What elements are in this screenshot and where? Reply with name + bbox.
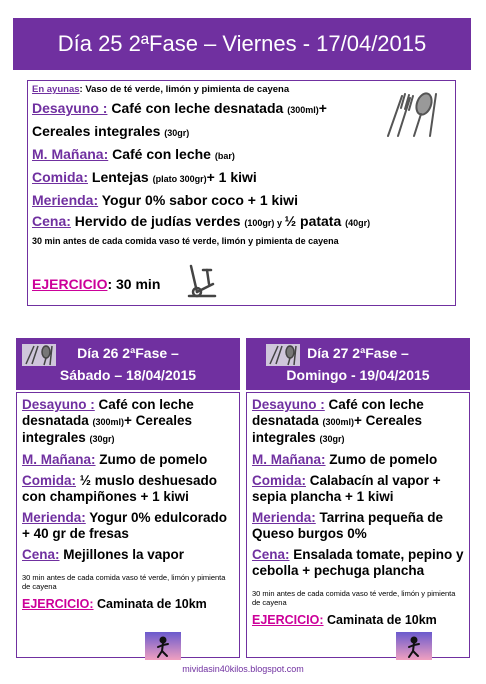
merienda-text: Yogur 0% sabor coco + 1 kiwi bbox=[98, 192, 298, 208]
cutlery-icon bbox=[22, 344, 56, 366]
runner-icon bbox=[396, 632, 432, 660]
day26-merienda-label: Merienda: bbox=[22, 510, 86, 525]
desayuno-plus: + bbox=[318, 100, 327, 116]
te-verde-note: 30 min antes de cada comida vaso té verde, limón y pimienta de cayena bbox=[32, 236, 339, 246]
cena-line bbox=[32, 211, 451, 234]
day26-cena-label: Cena: bbox=[22, 547, 60, 562]
day26-note: 30 min antes de cada comida vaso té verde, limón y pimienta de cayena bbox=[22, 573, 226, 591]
media-manana-qty: (bar) bbox=[214, 151, 235, 161]
ejercicio-label: EJERCICIO bbox=[32, 276, 108, 292]
exercise-bike-icon bbox=[185, 262, 219, 300]
day27-media-manana-label: M. Mañana: bbox=[252, 452, 326, 467]
day26-box bbox=[16, 392, 240, 658]
day26-comida-text: ½ muslo deshuesado con champiñones + 1 kiwi bbox=[22, 473, 218, 504]
day27-header bbox=[246, 338, 470, 390]
day26-desayuno-text: Café con leche desnatada bbox=[22, 397, 194, 428]
day27-desayuno-text2: + Cereales integrales bbox=[252, 413, 422, 445]
page-title: Día 25 2ªFase – Viernes - 17/04/2015 bbox=[57, 31, 427, 56]
cena-label: Cena: bbox=[32, 213, 71, 229]
day27-cena bbox=[252, 547, 464, 579]
cereales-qty: (30gr) bbox=[164, 128, 190, 138]
day26-cena bbox=[22, 547, 234, 563]
day27-comida bbox=[252, 473, 464, 505]
day27-media-manana-text: Zumo de pomelo bbox=[325, 452, 438, 467]
day27-date: Domingo - 19/04/2015 bbox=[286, 367, 430, 383]
day26-merienda bbox=[22, 510, 234, 542]
day26-comida bbox=[22, 473, 234, 505]
day27-ejercicio bbox=[252, 613, 464, 627]
desayuno-label: Desayuno : bbox=[32, 100, 108, 116]
cena-text: Hervido de judías verdes bbox=[70, 213, 245, 229]
ayunas-text: : Vaso de té verde, limón y pimienta de cayena bbox=[79, 84, 290, 95]
day27-comida-label: Comida: bbox=[252, 473, 306, 488]
day26-ejercicio bbox=[22, 597, 234, 611]
day27-merienda bbox=[252, 510, 464, 542]
day26-cena-text: Mejillones la vapor bbox=[59, 547, 185, 562]
day27-ejercicio-label: EJERCICIO: bbox=[252, 613, 324, 627]
day27-title: Día 27 2ªFase – bbox=[307, 345, 409, 361]
day26-header bbox=[16, 338, 240, 390]
day27-merienda-label: Merienda: bbox=[252, 510, 316, 525]
day26-comida-label: Comida: bbox=[22, 473, 76, 488]
day26-desayuno-qty2: (30gr) bbox=[89, 434, 115, 444]
day27-desayuno-qty: (300ml) bbox=[322, 417, 355, 427]
day26-media-manana bbox=[22, 452, 234, 468]
day26-desayuno bbox=[22, 397, 234, 447]
ejercicio-line bbox=[32, 276, 451, 292]
day27-desayuno-label: Desayuno : bbox=[252, 397, 325, 412]
day26-media-manana-text: Zumo de pomelo bbox=[95, 452, 208, 467]
day27-desayuno-qty2: (30gr) bbox=[319, 434, 345, 444]
day27-desayuno bbox=[252, 397, 464, 447]
runner-icon bbox=[145, 632, 181, 660]
cereales-text: Cereales integrales bbox=[32, 123, 165, 139]
day26-desayuno-text2: + Cereales integrales bbox=[22, 413, 192, 445]
cena-qty2: (40gr) bbox=[345, 218, 371, 228]
day26-ejercicio-label: EJERCICIO: bbox=[22, 597, 94, 611]
day27-desayuno-text: Café con leche desnatada bbox=[252, 397, 424, 428]
media-manana-line bbox=[32, 144, 451, 167]
cutlery-icon bbox=[266, 344, 300, 366]
desayuno-qty: (300ml) bbox=[287, 105, 319, 115]
cena-qty: (100gr) bbox=[244, 218, 275, 228]
day26-desayuno-label: Desayuno : bbox=[22, 397, 95, 412]
merienda-line bbox=[32, 190, 451, 211]
comida-text: Lentejas bbox=[88, 169, 153, 185]
media-manana-text: Café con leche bbox=[108, 146, 215, 162]
media-manana-label: M. Mañana: bbox=[32, 146, 109, 162]
day27-cena-label: Cena: bbox=[252, 547, 290, 562]
cutlery-icon bbox=[380, 90, 444, 138]
comida-label: Comida: bbox=[32, 169, 88, 185]
day27-cena-text: Ensalada tomate, pepino y cebolla + pechuga plancha bbox=[252, 547, 464, 578]
desayuno-text: Café con leche desnatada bbox=[107, 100, 288, 116]
ayunas-label: En ayunas bbox=[32, 84, 80, 95]
ejercicio-text: : 30 min bbox=[107, 276, 161, 292]
day26-title: Día 26 2ªFase – bbox=[77, 345, 179, 361]
comida-qty: (plato 300gr) bbox=[152, 174, 207, 184]
blog-url: mividasin40kilos.blogspot.com bbox=[182, 664, 304, 674]
day27-comida-text: Calabacín al vapor + sepia plancha + 1 kiwi bbox=[252, 473, 441, 504]
cena-text2: ½ patata bbox=[284, 213, 346, 229]
comida-line bbox=[32, 167, 451, 190]
day27-box bbox=[246, 392, 470, 658]
merienda-label: Merienda: bbox=[32, 192, 99, 208]
day26-date: Sábado – 18/04/2015 bbox=[59, 367, 197, 383]
day26-desayuno-qty: (300ml) bbox=[92, 417, 125, 427]
day27-ejercicio-text: Caminata de 10km bbox=[323, 613, 437, 627]
day26-media-manana-label: M. Mañana: bbox=[22, 452, 96, 467]
comida-text2: + 1 kiwi bbox=[206, 169, 257, 185]
day27-media-manana bbox=[252, 452, 464, 468]
day26-ejercicio-text: Caminata de 10km bbox=[93, 597, 207, 611]
day27-note: 30 min antes de cada comida vaso té verde, limón y pimienta de cayena bbox=[252, 589, 456, 607]
day26-merienda-text: Yogur 0% edulcorado + 40 gr de fresas bbox=[22, 510, 228, 541]
cena-y: y bbox=[274, 218, 285, 228]
day27-merienda-text: Tarrina pequeña de Queso burgos 0% bbox=[252, 510, 444, 541]
title-banner bbox=[13, 18, 471, 70]
